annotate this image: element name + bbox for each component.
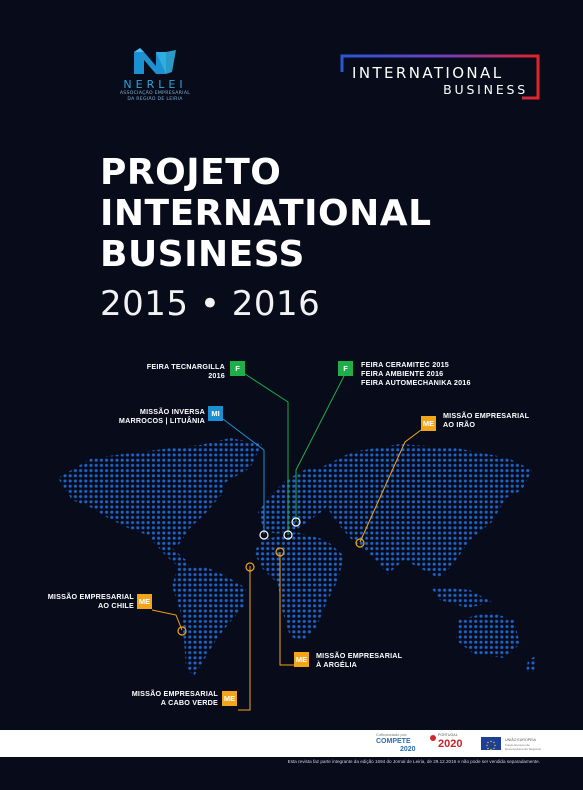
tag-missao-irao: ME <box>421 416 436 431</box>
ib-line1: INTERNATIONAL <box>352 64 504 82</box>
marker-irao <box>356 539 364 547</box>
footer-note: Esta revista faz parte integrante da edição 1694 do Jornal de Leiria, de 29.12.2016 e não pode ser vendida separadamente. <box>287 759 540 764</box>
portugal-label: PORTUGAL <box>438 733 458 737</box>
ib-line2: BUSINESS <box>443 82 528 97</box>
title-line-1: PROJETO <box>100 152 282 193</box>
portugal-flag-icon <box>430 735 436 741</box>
compete-prefix: Cofinanciado por: <box>376 732 408 737</box>
line-tecnargilla <box>245 374 288 535</box>
org-name: NERLEI <box>123 78 187 91</box>
tag-feira-tecnargilla: F <box>230 361 245 376</box>
eu-flag-icon <box>481 737 501 750</box>
title-line-2: INTERNATIONAL <box>100 193 432 234</box>
line-ceramitec <box>296 376 344 522</box>
event-argelia-label: MISSÃO EMPRESARIAL À ARGÉLIA <box>316 651 403 669</box>
event-caboverde-label: MISSÃO EMPRESARIAL A CABO VERDE <box>131 689 218 707</box>
event-tecnargilla-label: FEIRA TECNARGILLA 2016 <box>146 362 225 380</box>
event-inversa-label: MISSÃO INVERSA MARROCOS | LITUÂNIA <box>118 407 205 425</box>
marker-chile <box>178 627 186 635</box>
line-inversa <box>223 419 264 534</box>
sponsor-band <box>0 730 583 757</box>
org-subtitle-2: DA REGIÃO DE LEIRIA <box>127 97 183 102</box>
eu-stars-icon <box>481 739 501 752</box>
eu-sub: Fundo Europeu de Desenvolvimento Regional <box>505 743 541 751</box>
tag-feira-ceramitec: F <box>338 361 353 376</box>
title-line-3: BUSINESS <box>100 234 305 275</box>
portugal-year: 2020 <box>438 738 463 750</box>
line-argelia <box>280 552 294 665</box>
tag-missao-caboverde: ME <box>222 691 237 706</box>
event-irao-label: MISSÃO EMPRESARIAL AO IRÃO <box>443 411 530 429</box>
eu-text: UNIÃO EUROPEIA <box>505 738 536 742</box>
map-markers <box>178 518 364 635</box>
event-chile-label: MISSÃO EMPRESARIAL AO CHILE <box>47 592 134 610</box>
org-subtitle-1: ASSOCIAÇÃO EMPRESARIAL <box>119 91 191 96</box>
title-years: 2015 • 2016 <box>100 284 321 324</box>
tag-missao-argelia: ME <box>294 652 309 667</box>
line-caboverde <box>238 566 250 710</box>
tag-missao-chile: ME <box>137 594 152 609</box>
compete-year: 2020 <box>400 746 416 753</box>
line-irao <box>360 430 421 542</box>
line-chile <box>152 610 182 630</box>
tag-missao-inversa: MI <box>208 406 223 421</box>
event-ceramitec-label: FEIRA CERAMITEC 2015 FEIRA AMBIENTE 2016 FEIRA AUTOMECHANIKA 2016 <box>361 360 471 387</box>
compete-name: COMPETE <box>376 738 411 745</box>
